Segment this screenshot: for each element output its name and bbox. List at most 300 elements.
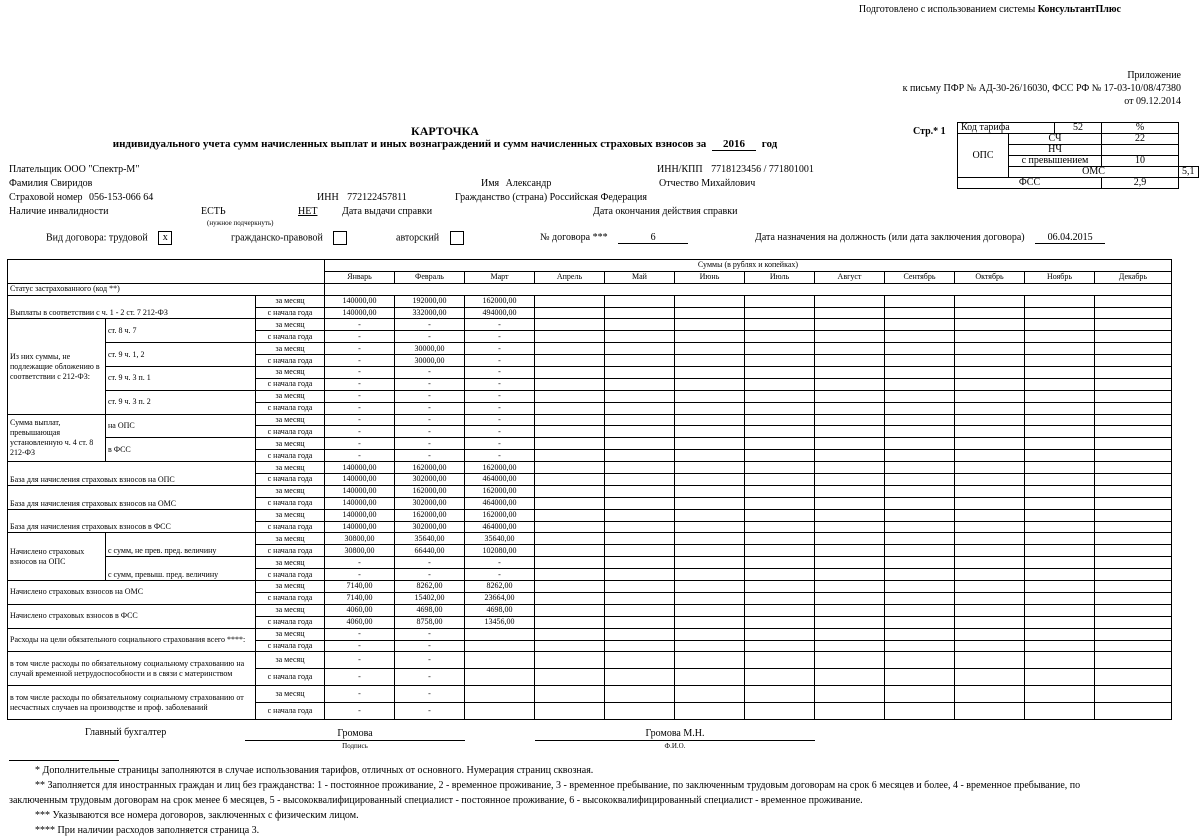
value-cell[interactable] — [535, 569, 605, 581]
value-cell[interactable] — [675, 474, 745, 486]
value-cell[interactable] — [885, 402, 955, 414]
value-cell[interactable]: - — [395, 640, 465, 652]
signature-value[interactable]: Громова — [337, 728, 373, 739]
value-cell[interactable] — [675, 307, 745, 319]
value-cell[interactable] — [815, 581, 885, 593]
value-cell[interactable] — [535, 604, 605, 616]
value-cell[interactable]: - — [465, 355, 535, 367]
value-cell[interactable] — [815, 521, 885, 533]
value-cell[interactable] — [535, 521, 605, 533]
value-cell[interactable] — [885, 616, 955, 628]
value-cell[interactable]: - — [325, 703, 395, 720]
value-cell[interactable] — [1095, 343, 1172, 355]
fio-value[interactable]: Громова М.Н. — [645, 728, 705, 739]
value-cell[interactable] — [605, 616, 675, 628]
value-cell[interactable] — [1095, 703, 1172, 720]
value-cell[interactable] — [535, 592, 605, 604]
value-cell[interactable] — [535, 438, 605, 450]
value-cell[interactable] — [1095, 581, 1172, 593]
value-cell[interactable] — [815, 557, 885, 569]
value-cell[interactable] — [605, 485, 675, 497]
value-cell[interactable] — [885, 462, 955, 474]
value-cell[interactable] — [955, 604, 1025, 616]
value-cell[interactable] — [675, 533, 745, 545]
value-cell[interactable] — [885, 557, 955, 569]
value-cell[interactable] — [955, 652, 1025, 669]
value-cell[interactable]: - — [395, 652, 465, 669]
value-cell[interactable] — [745, 640, 815, 652]
value-cell[interactable] — [815, 355, 885, 367]
value-cell[interactable] — [1095, 569, 1172, 581]
value-cell[interactable] — [605, 628, 675, 640]
value-cell[interactable] — [605, 533, 675, 545]
value-cell[interactable] — [815, 438, 885, 450]
value-cell[interactable] — [815, 426, 885, 438]
value-cell[interactable]: 302000,00 — [395, 521, 465, 533]
value-cell[interactable] — [745, 581, 815, 593]
value-cell[interactable] — [885, 509, 955, 521]
value-cell[interactable] — [605, 402, 675, 414]
value-cell[interactable] — [955, 686, 1025, 703]
value-cell[interactable] — [745, 331, 815, 343]
value-cell[interactable] — [535, 581, 605, 593]
value-cell[interactable]: - — [325, 414, 395, 426]
value-cell[interactable]: - — [325, 378, 395, 390]
value-cell[interactable] — [955, 569, 1025, 581]
value-cell[interactable] — [745, 426, 815, 438]
value-cell[interactable] — [955, 557, 1025, 569]
value-cell[interactable] — [1025, 569, 1095, 581]
inn-kpp-value[interactable]: 7718123456 / 771801001 — [711, 164, 814, 175]
value-cell[interactable]: - — [325, 640, 395, 652]
value-cell[interactable] — [605, 592, 675, 604]
value-cell[interactable] — [1025, 509, 1095, 521]
contract-number-value[interactable]: 6 — [618, 232, 688, 244]
value-cell[interactable] — [955, 450, 1025, 462]
value-cell[interactable] — [605, 581, 675, 593]
value-cell[interactable] — [535, 462, 605, 474]
value-cell[interactable] — [1095, 628, 1172, 640]
value-cell[interactable] — [955, 533, 1025, 545]
value-cell[interactable] — [1095, 378, 1172, 390]
value-cell[interactable] — [815, 652, 885, 669]
value-cell[interactable]: - — [325, 569, 395, 581]
value-cell[interactable] — [1095, 402, 1172, 414]
value-cell[interactable] — [955, 592, 1025, 604]
value-cell[interactable] — [955, 485, 1025, 497]
value-cell[interactable] — [745, 521, 815, 533]
value-cell[interactable] — [1025, 581, 1095, 593]
value-cell[interactable] — [675, 497, 745, 509]
value-cell[interactable] — [1025, 616, 1095, 628]
labor-contract-checkbox[interactable]: x — [158, 231, 172, 245]
value-cell[interactable] — [815, 331, 885, 343]
value-cell[interactable] — [885, 485, 955, 497]
value-cell[interactable] — [535, 414, 605, 426]
value-cell[interactable]: - — [465, 426, 535, 438]
value-cell[interactable]: - — [395, 390, 465, 402]
value-cell[interactable] — [1095, 669, 1172, 686]
name-value[interactable]: Александр — [505, 178, 552, 189]
value-cell[interactable] — [955, 462, 1025, 474]
value-cell[interactable] — [1095, 485, 1172, 497]
value-cell[interactable]: - — [395, 367, 465, 379]
value-cell[interactable]: 13456,00 — [465, 616, 535, 628]
value-cell[interactable] — [675, 426, 745, 438]
oms-value[interactable]: 5,1 — [1179, 167, 1199, 178]
value-cell[interactable] — [1095, 462, 1172, 474]
value-cell[interactable] — [745, 390, 815, 402]
value-cell[interactable] — [535, 402, 605, 414]
tariff-code-value[interactable]: 52 — [1055, 123, 1102, 134]
value-cell[interactable] — [535, 426, 605, 438]
value-cell[interactable]: 494000,00 — [465, 307, 535, 319]
value-cell[interactable] — [675, 569, 745, 581]
value-cell[interactable]: - — [465, 378, 535, 390]
value-cell[interactable] — [535, 378, 605, 390]
value-cell[interactable] — [535, 669, 605, 686]
value-cell[interactable] — [605, 640, 675, 652]
value-cell[interactable] — [955, 438, 1025, 450]
value-cell[interactable] — [605, 390, 675, 402]
value-cell[interactable] — [605, 521, 675, 533]
value-cell[interactable] — [1025, 295, 1095, 307]
value-cell[interactable] — [955, 307, 1025, 319]
value-cell[interactable]: - — [395, 450, 465, 462]
value-cell[interactable] — [1095, 497, 1172, 509]
value-cell[interactable] — [675, 485, 745, 497]
value-cell[interactable] — [605, 557, 675, 569]
value-cell[interactable] — [535, 343, 605, 355]
value-cell[interactable] — [1025, 307, 1095, 319]
value-cell[interactable]: 30800,00 — [325, 545, 395, 557]
value-cell[interactable] — [535, 485, 605, 497]
value-cell[interactable] — [815, 545, 885, 557]
value-cell[interactable] — [675, 669, 745, 686]
value-cell[interactable]: 192000,00 — [395, 295, 465, 307]
value-cell[interactable]: - — [325, 402, 395, 414]
value-cell[interactable]: - — [395, 414, 465, 426]
status-values[interactable] — [325, 283, 1172, 295]
value-cell[interactable] — [885, 652, 955, 669]
value-cell[interactable] — [745, 307, 815, 319]
value-cell[interactable] — [675, 378, 745, 390]
value-cell[interactable] — [1095, 295, 1172, 307]
value-cell[interactable] — [605, 686, 675, 703]
value-cell[interactable]: 464000,00 — [465, 521, 535, 533]
value-cell[interactable]: 66440,00 — [395, 545, 465, 557]
value-cell[interactable] — [675, 462, 745, 474]
insurance-value[interactable]: 056-153-066 64 — [89, 192, 154, 203]
value-cell[interactable] — [1025, 628, 1095, 640]
value-cell[interactable]: 302000,00 — [395, 497, 465, 509]
value-cell[interactable] — [885, 426, 955, 438]
value-cell[interactable]: 4698,00 — [395, 604, 465, 616]
value-cell[interactable] — [815, 343, 885, 355]
value-cell[interactable]: - — [395, 438, 465, 450]
value-cell[interactable] — [1095, 390, 1172, 402]
value-cell[interactable]: - — [465, 367, 535, 379]
value-cell[interactable] — [1095, 592, 1172, 604]
value-cell[interactable] — [745, 367, 815, 379]
value-cell[interactable] — [955, 355, 1025, 367]
value-cell[interactable] — [745, 319, 815, 331]
value-cell[interactable] — [815, 640, 885, 652]
value-cell[interactable] — [605, 450, 675, 462]
value-cell[interactable]: 140000,00 — [325, 462, 395, 474]
value-cell[interactable]: 15402,00 — [395, 592, 465, 604]
value-cell[interactable] — [1025, 557, 1095, 569]
value-cell[interactable] — [815, 450, 885, 462]
value-cell[interactable] — [815, 569, 885, 581]
value-cell[interactable] — [815, 402, 885, 414]
value-cell[interactable] — [1095, 426, 1172, 438]
value-cell[interactable] — [745, 592, 815, 604]
value-cell[interactable] — [955, 640, 1025, 652]
value-cell[interactable] — [605, 343, 675, 355]
value-cell[interactable]: - — [325, 450, 395, 462]
value-cell[interactable]: 30000,00 — [395, 355, 465, 367]
value-cell[interactable] — [815, 319, 885, 331]
value-cell[interactable]: - — [465, 343, 535, 355]
value-cell[interactable] — [1025, 390, 1095, 402]
value-cell[interactable] — [815, 367, 885, 379]
disability-no[interactable]: НЕТ — [298, 206, 318, 217]
value-cell[interactable] — [605, 652, 675, 669]
value-cell[interactable] — [745, 485, 815, 497]
value-cell[interactable] — [675, 521, 745, 533]
value-cell[interactable] — [1025, 521, 1095, 533]
value-cell[interactable] — [605, 295, 675, 307]
value-cell[interactable]: 8262,00 — [465, 581, 535, 593]
value-cell[interactable] — [1025, 640, 1095, 652]
value-cell[interactable] — [535, 686, 605, 703]
value-cell[interactable] — [535, 295, 605, 307]
value-cell[interactable] — [1095, 355, 1172, 367]
value-cell[interactable] — [605, 378, 675, 390]
value-cell[interactable] — [1025, 686, 1095, 703]
value-cell[interactable] — [885, 367, 955, 379]
value-cell[interactable] — [955, 616, 1025, 628]
value-cell[interactable]: 162000,00 — [465, 509, 535, 521]
value-cell[interactable]: - — [465, 450, 535, 462]
value-cell[interactable]: 35640,00 — [395, 533, 465, 545]
value-cell[interactable] — [1025, 604, 1095, 616]
value-cell[interactable]: 102080,00 — [465, 545, 535, 557]
value-cell[interactable] — [955, 703, 1025, 720]
value-cell[interactable] — [815, 390, 885, 402]
value-cell[interactable] — [535, 640, 605, 652]
value-cell[interactable] — [955, 426, 1025, 438]
value-cell[interactable] — [605, 426, 675, 438]
value-cell[interactable] — [955, 509, 1025, 521]
value-cell[interactable] — [955, 628, 1025, 640]
value-cell[interactable]: 140000,00 — [325, 307, 395, 319]
value-cell[interactable] — [605, 414, 675, 426]
value-cell[interactable] — [885, 450, 955, 462]
value-cell[interactable] — [535, 533, 605, 545]
value-cell[interactable] — [535, 390, 605, 402]
value-cell[interactable]: - — [395, 426, 465, 438]
surname-value[interactable]: Свиридов — [50, 178, 93, 189]
value-cell[interactable] — [1025, 438, 1095, 450]
report-year[interactable]: 2016 — [712, 138, 756, 151]
value-cell[interactable] — [535, 628, 605, 640]
value-cell[interactable] — [815, 307, 885, 319]
value-cell[interactable] — [535, 545, 605, 557]
value-cell[interactable] — [535, 557, 605, 569]
value-cell[interactable] — [605, 669, 675, 686]
value-cell[interactable] — [955, 343, 1025, 355]
value-cell[interactable] — [955, 545, 1025, 557]
value-cell[interactable]: 162000,00 — [395, 462, 465, 474]
value-cell[interactable] — [885, 640, 955, 652]
value-cell[interactable] — [1095, 307, 1172, 319]
value-cell[interactable] — [1025, 652, 1095, 669]
value-cell[interactable] — [815, 616, 885, 628]
value-cell[interactable]: - — [395, 319, 465, 331]
value-cell[interactable] — [745, 450, 815, 462]
value-cell[interactable] — [1025, 414, 1095, 426]
value-cell[interactable] — [535, 474, 605, 486]
value-cell[interactable] — [815, 592, 885, 604]
inn-value[interactable]: 772122457811 — [347, 192, 407, 203]
value-cell[interactable] — [535, 331, 605, 343]
value-cell[interactable]: 332000,00 — [395, 307, 465, 319]
value-cell[interactable] — [815, 295, 885, 307]
value-cell[interactable] — [465, 652, 535, 669]
value-cell[interactable] — [885, 390, 955, 402]
value-cell[interactable] — [1095, 414, 1172, 426]
value-cell[interactable] — [1095, 438, 1172, 450]
value-cell[interactable]: 8758,00 — [395, 616, 465, 628]
value-cell[interactable] — [1095, 450, 1172, 462]
fss-value[interactable]: 2,9 — [1102, 178, 1179, 189]
value-cell[interactable]: - — [395, 669, 465, 686]
value-cell[interactable] — [745, 474, 815, 486]
value-cell[interactable] — [1095, 367, 1172, 379]
value-cell[interactable] — [675, 652, 745, 669]
value-cell[interactable]: - — [325, 355, 395, 367]
value-cell[interactable] — [675, 331, 745, 343]
value-cell[interactable] — [465, 669, 535, 686]
value-cell[interactable] — [675, 343, 745, 355]
value-cell[interactable]: - — [325, 438, 395, 450]
value-cell[interactable] — [1025, 378, 1095, 390]
value-cell[interactable] — [605, 497, 675, 509]
value-cell[interactable]: 464000,00 — [465, 497, 535, 509]
value-cell[interactable] — [675, 616, 745, 628]
value-cell[interactable] — [885, 533, 955, 545]
value-cell[interactable] — [675, 438, 745, 450]
author-contract-checkbox[interactable] — [450, 231, 464, 245]
value-cell[interactable]: 162000,00 — [465, 295, 535, 307]
value-cell[interactable] — [535, 355, 605, 367]
value-cell[interactable]: - — [465, 438, 535, 450]
value-cell[interactable] — [815, 474, 885, 486]
value-cell[interactable] — [885, 343, 955, 355]
value-cell[interactable] — [815, 533, 885, 545]
value-cell[interactable] — [535, 319, 605, 331]
value-cell[interactable] — [745, 686, 815, 703]
value-cell[interactable] — [815, 628, 885, 640]
value-cell[interactable] — [1025, 474, 1095, 486]
value-cell[interactable] — [815, 485, 885, 497]
value-cell[interactable] — [745, 497, 815, 509]
value-cell[interactable] — [745, 557, 815, 569]
value-cell[interactable] — [815, 462, 885, 474]
value-cell[interactable] — [815, 414, 885, 426]
value-cell[interactable]: 140000,00 — [325, 521, 395, 533]
value-cell[interactable]: 302000,00 — [395, 474, 465, 486]
value-cell[interactable] — [885, 703, 955, 720]
value-cell[interactable]: - — [465, 331, 535, 343]
value-cell[interactable]: - — [325, 652, 395, 669]
value-cell[interactable] — [955, 402, 1025, 414]
value-cell[interactable] — [675, 640, 745, 652]
value-cell[interactable] — [1095, 545, 1172, 557]
value-cell[interactable]: - — [395, 378, 465, 390]
value-cell[interactable] — [675, 319, 745, 331]
value-cell[interactable] — [885, 604, 955, 616]
civil-contract-checkbox[interactable] — [333, 231, 347, 245]
value-cell[interactable] — [605, 474, 675, 486]
value-cell[interactable] — [955, 319, 1025, 331]
value-cell[interactable] — [1025, 355, 1095, 367]
value-cell[interactable] — [1025, 533, 1095, 545]
value-cell[interactable] — [535, 307, 605, 319]
value-cell[interactable]: - — [465, 557, 535, 569]
value-cell[interactable] — [745, 343, 815, 355]
value-cell[interactable] — [885, 569, 955, 581]
value-cell[interactable] — [1025, 319, 1095, 331]
value-cell[interactable]: - — [465, 414, 535, 426]
value-cell[interactable] — [1095, 533, 1172, 545]
value-cell[interactable] — [815, 378, 885, 390]
value-cell[interactable]: 4060,00 — [325, 616, 395, 628]
value-cell[interactable] — [605, 604, 675, 616]
value-cell[interactable] — [675, 581, 745, 593]
value-cell[interactable] — [885, 331, 955, 343]
value-cell[interactable]: 140000,00 — [325, 509, 395, 521]
value-cell[interactable]: 7140,00 — [325, 581, 395, 593]
value-cell[interactable]: - — [325, 343, 395, 355]
value-cell[interactable]: - — [395, 331, 465, 343]
value-cell[interactable] — [745, 616, 815, 628]
value-cell[interactable] — [1095, 319, 1172, 331]
value-cell[interactable] — [1095, 686, 1172, 703]
value-cell[interactable]: 162000,00 — [465, 485, 535, 497]
value-cell[interactable] — [675, 355, 745, 367]
value-cell[interactable] — [1025, 426, 1095, 438]
value-cell[interactable] — [885, 319, 955, 331]
value-cell[interactable]: - — [325, 686, 395, 703]
value-cell[interactable] — [1025, 485, 1095, 497]
value-cell[interactable]: - — [325, 319, 395, 331]
value-cell[interactable] — [675, 545, 745, 557]
value-cell[interactable] — [745, 402, 815, 414]
value-cell[interactable] — [885, 628, 955, 640]
value-cell[interactable] — [1095, 604, 1172, 616]
value-cell[interactable] — [955, 331, 1025, 343]
value-cell[interactable] — [885, 497, 955, 509]
value-cell[interactable] — [955, 521, 1025, 533]
value-cell[interactable] — [745, 378, 815, 390]
value-cell[interactable] — [815, 509, 885, 521]
value-cell[interactable] — [535, 616, 605, 628]
value-cell[interactable] — [955, 414, 1025, 426]
value-cell[interactable] — [885, 521, 955, 533]
